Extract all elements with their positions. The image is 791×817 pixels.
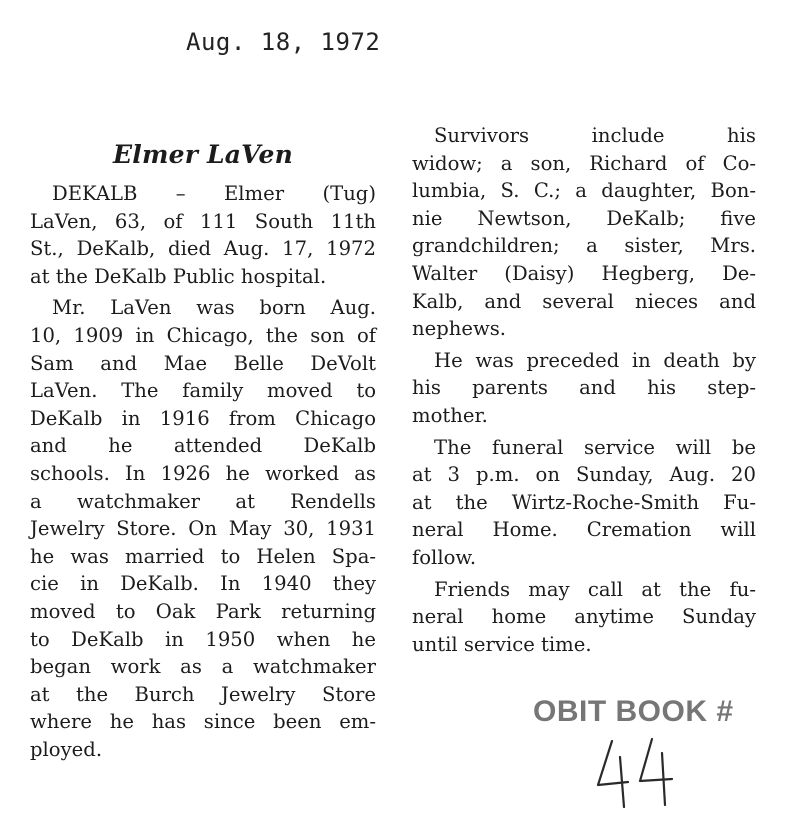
paragraph — [412, 576, 756, 659]
paragraph — [30, 180, 376, 290]
text-line: at the Wirtz-Roche-Smith Fu- — [412, 490, 756, 514]
text-line: to DeKalb in 1950 when he — [30, 627, 376, 651]
text-line: his parents and his step- — [412, 376, 756, 400]
text-line: neral home anytime Sunday — [412, 605, 756, 629]
right-column-text — [412, 122, 756, 658]
text-line: Kalb, and several nieces and — [412, 289, 756, 313]
text-line: at the Burch Jewelry Store — [30, 682, 376, 706]
text-line: schools. In 1926 he worked as — [30, 461, 376, 485]
left-column — [30, 140, 376, 767]
text-line: moved to Oak Park returning — [30, 599, 376, 623]
text-line: Survivors include his — [434, 124, 756, 147]
paragraph — [412, 434, 756, 572]
text-line: Mr. LaVen was born Aug. — [52, 296, 376, 320]
text-line: nephews. — [412, 317, 507, 341]
handwritten-book-number — [590, 735, 680, 810]
text-line: a watchmaker at Rendells — [30, 489, 376, 513]
left-column-text — [30, 180, 376, 763]
text-line: Jewelry Store. On May 30, 1931 — [30, 517, 376, 541]
text-line: LaVen, 63, of 111 South 11th — [30, 209, 376, 233]
text-line: Friends may call at the fu- — [434, 577, 756, 601]
text-line: DeKalb in 1916 from Chicago — [30, 406, 376, 430]
text-line: lumbia, S. C.; a daughter, Bon- — [412, 179, 756, 203]
text-line: neral Home. Cremation will — [412, 518, 756, 542]
text-line: 10, 1909 in Chicago, the son of — [30, 323, 376, 347]
text-line: St., DeKalb, died Aug. 17, 1972 — [30, 237, 376, 261]
text-line: DEKALB – Elmer (Tug) — [52, 182, 376, 205]
paragraph — [412, 347, 756, 430]
clipping-date: Aug. 18, 1972 — [186, 28, 381, 56]
text-line: follow. — [412, 545, 477, 569]
text-line: cie in DeKalb. In 1940 they — [30, 572, 376, 596]
text-line: LaVen. The family moved to — [30, 379, 376, 403]
text-line: began work as a watchmaker — [30, 655, 376, 679]
text-line: Walter (Daisy) Hegberg, De- — [412, 261, 756, 285]
text-line: The funeral service will be — [434, 435, 756, 459]
text-line: ployed. — [30, 737, 103, 761]
text-line: he was married to Helen Spa- — [30, 544, 376, 568]
obit-book-stamp: OBIT BOOK # — [533, 695, 734, 728]
obituary-headline: Elmer LaVen — [113, 140, 293, 169]
text-line: grandchildren; a sister, Mrs. — [412, 234, 756, 258]
right-column — [412, 122, 756, 662]
paragraph — [30, 294, 376, 763]
text-line: until service time. — [412, 632, 592, 656]
text-line: at the DeKalb Public hospital. — [30, 264, 327, 288]
text-line: at 3 p.m. on Sunday, Aug. 20 — [412, 463, 756, 487]
paragraph — [412, 122, 756, 343]
text-line: widow; a son, Richard of Co- — [412, 151, 756, 175]
text-line: He was preceded in death by — [434, 348, 756, 372]
text-line: where he has since been em- — [30, 710, 376, 734]
text-line: Sam and Mae Belle DeVolt — [30, 351, 376, 375]
text-line: nie Newtson, DeKalb; five — [412, 206, 756, 230]
text-line: mother. — [412, 403, 488, 427]
text-line: and he attended DeKalb — [30, 434, 376, 458]
